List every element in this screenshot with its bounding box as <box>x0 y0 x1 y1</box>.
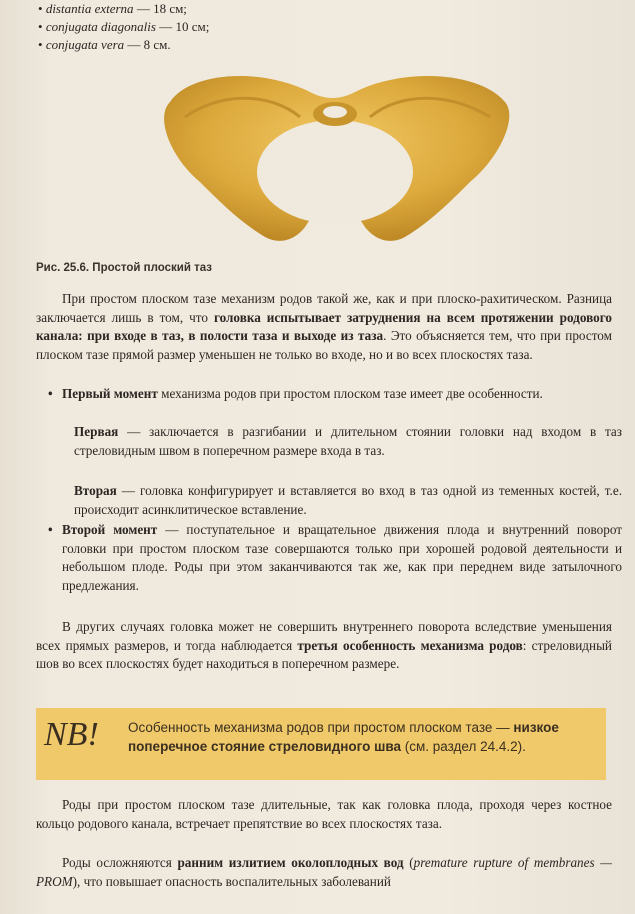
paragraph: Роды при простом плоском тазе длительные, так как головка плода, проходя через костное кольцо родового канала, встречает препятствие во всех плоскостях таза. <box>36 797 612 831</box>
nb-text: Особенность механизма родов при простом плоском тазе — низкое поперечное стояние стреловидного шва (см. раздел 24.4.2). <box>128 720 559 754</box>
pelvis-dimensions-list <box>38 0 209 54</box>
dash-item-first: Первая — заключается в разгибании и длительном стоянии головки над входом в таз стреловидным швом в поперечном размере входа в таз. <box>74 424 622 458</box>
paragraph: Роды осложняются ранним излитием околоплодных вод (premature rupture of membranes — PROM), что повышает опасность воспалительных заболеваний <box>36 855 612 889</box>
paragraph: В других случаях головка может не совершить внутреннего поворота вследствие уменьшения всех прямых размеров, и тогда наблюдается третья особенность механизма родов: стреловидный шов во всех плоскостях будет находиться в поперечном размере. <box>36 619 612 672</box>
list-item: • distantia externa — 18 см; <box>38 0 209 18</box>
figure-caption: Рис. 25.6. Простой плоский таз <box>36 262 212 274</box>
bullet-first-moment: • Первый момент механизма родов при простом плоском тазе имеет две особенности. <box>48 386 543 401</box>
nb-callout-box <box>36 708 606 780</box>
list-item: • conjugata diagonalis — 10 см; <box>38 18 209 36</box>
list-item: • conjugata vera — 8 см. <box>38 36 209 54</box>
pelvis-illustration <box>150 62 520 252</box>
dash-item-second: Вторая — головка конфигурирует и вставляется во вход в таз одной из теменных костей, т.е. происходит асинклитическое вставление. <box>74 483 622 517</box>
bullet-second-moment: • Второй момент — поступательное и вращательное движения плода и внутренний поворот головки при простом плоском тазе совершаются только при хорошей родовой деятельности и небольшом плоде. Роды при этом заканчиваются так же, как при переднем виде затылочного предлежания. <box>48 522 622 593</box>
nb-logo: NB! <box>44 716 99 753</box>
paragraph: При простом плоском тазе механизм родов такой же, как и при плоско-рахитическом. Разница заключается лишь в том, что головка испытывает затруднения на всем протяжении родового канала: при входе в таз, в полости таза и выходе из таза. Это объясняется тем, что при простом плоском тазе прямой размер уменьшен не только во входе, но и во всех плоскостях таза. <box>36 291 612 362</box>
